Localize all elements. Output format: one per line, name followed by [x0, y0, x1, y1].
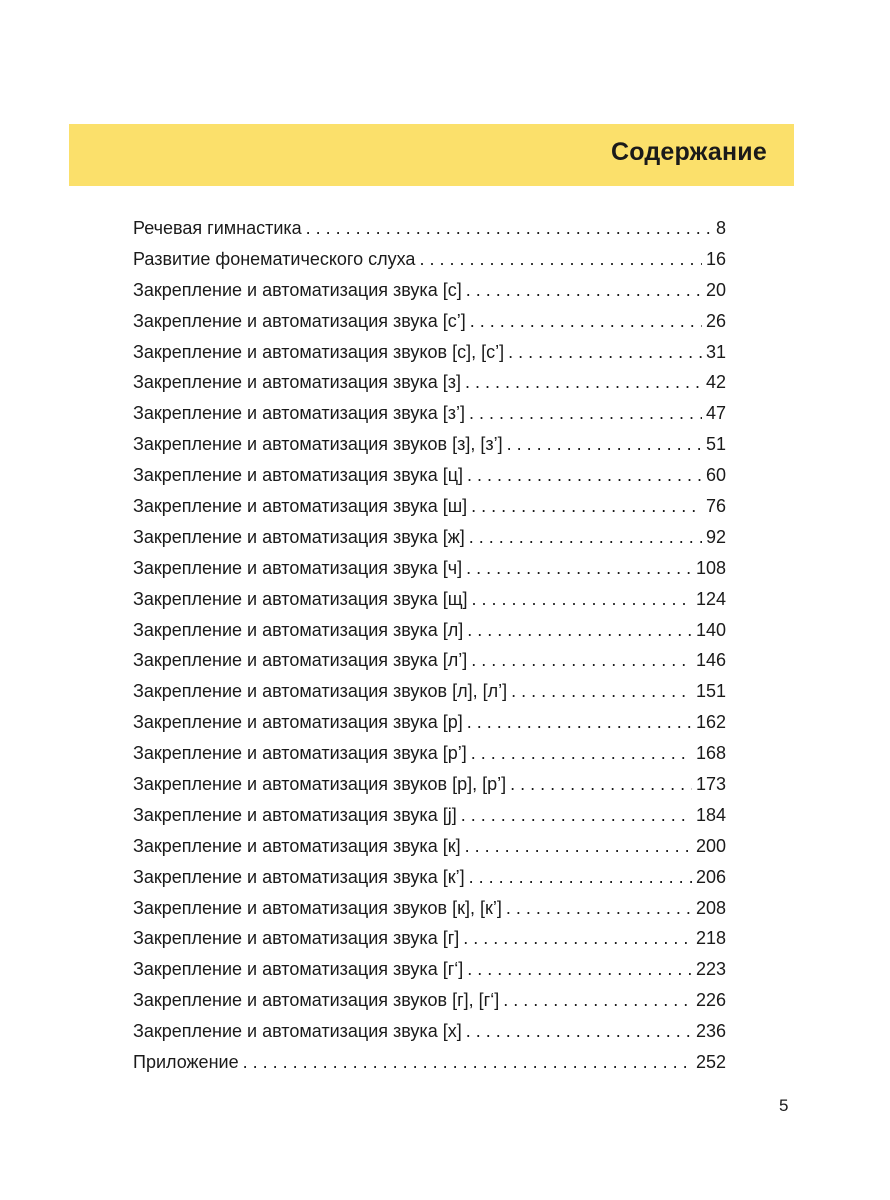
toc-entry[interactable]: [133, 398, 726, 429]
toc-entry[interactable]: [133, 337, 726, 368]
toc-entry-label: Закрепление и автоматизация звука [г]: [133, 928, 460, 949]
toc-entry-page: 42: [705, 372, 726, 393]
toc-entry-page: 26: [705, 310, 726, 331]
toc-entry-label: Закрепление и автоматизация звука [з]: [133, 372, 461, 393]
toc-entry-page: 206: [695, 866, 726, 887]
toc-entry[interactable]: [133, 429, 726, 460]
toc-entry-label: Закрепление и автоматизация звука [ц]: [133, 465, 464, 486]
toc-entry-label: Речевая гимнастика: [133, 218, 302, 238]
toc-entry[interactable]: [133, 306, 726, 337]
toc-entry-page: 146: [695, 650, 726, 671]
toc-entry-page: 208: [695, 897, 726, 918]
dot-leader: [466, 1016, 692, 1047]
toc-entry-label: Закрепление и автоматизация звуков [з], [з’]: [133, 434, 503, 455]
dot-leader: [463, 923, 692, 954]
toc-entry-label: Закрепление и автоматизация звука [р’]: [133, 743, 467, 764]
toc-entry-page: 223: [695, 959, 726, 980]
toc-entry[interactable]: [133, 985, 726, 1016]
title-band: [69, 124, 794, 186]
toc-entry-label: Закрепление и автоматизация звука [с]: [133, 279, 462, 300]
dot-leader: [472, 584, 692, 615]
toc-entry-page: 124: [695, 588, 726, 609]
dot-leader: [469, 522, 702, 553]
toc-entry-label: Закрепление и автоматизация звуков [с], [с’]: [133, 341, 505, 362]
toc-entry-page: 108: [695, 557, 726, 578]
dot-leader: [471, 645, 692, 676]
dot-leader: [466, 553, 692, 584]
dot-leader: [465, 367, 702, 398]
toc-entry[interactable]: [133, 367, 726, 398]
dot-leader: [461, 800, 692, 831]
toc-entry[interactable]: [133, 800, 726, 831]
toc-entry-label: Закрепление и автоматизация звука [с’]: [133, 310, 466, 331]
toc-entry-page: 173: [695, 774, 726, 795]
toc-entry-page: 162: [695, 712, 726, 733]
toc-entry[interactable]: [133, 769, 726, 800]
toc-entry[interactable]: [133, 893, 726, 924]
toc-entry-label: Закрепление и автоматизация звука [х]: [133, 1021, 462, 1042]
dot-leader: [471, 491, 702, 522]
toc-entry-label: Закрепление и автоматизация звука [р]: [133, 712, 463, 733]
toc-entry[interactable]: [133, 923, 726, 954]
toc-entry[interactable]: [133, 738, 726, 769]
toc-entry-label: Закрепление и автоматизация звуков [р], [р’]: [133, 774, 507, 795]
dot-leader: [467, 460, 702, 491]
toc-entry[interactable]: [133, 275, 726, 306]
toc-entry-page: 16: [705, 248, 726, 269]
toc-entry-page: 20: [705, 279, 726, 300]
toc-entry-page: 60: [705, 465, 726, 486]
toc-entry[interactable]: [133, 831, 726, 862]
toc-entry-label: Закрепление и автоматизация звука [г‘]: [133, 959, 464, 980]
toc-entry-page: 8: [715, 218, 726, 238]
toc-entry-label: Развитие фонематического слуха: [133, 248, 416, 269]
toc-entry-label: Закрепление и автоматизация звука [к’]: [133, 866, 465, 887]
toc-entry-page: 168: [695, 743, 726, 764]
page-title: Содержание: [610, 138, 767, 166]
toc-entry[interactable]: [133, 645, 726, 676]
toc-entry-page: 76: [705, 496, 726, 517]
toc-entry-page: 184: [695, 804, 726, 825]
dot-leader: [471, 738, 692, 769]
dot-leader: [503, 985, 692, 1016]
toc-entry-label: Закрепление и автоматизация звука [щ]: [133, 588, 468, 609]
table-of-contents: [133, 213, 726, 1078]
toc-entry[interactable]: [133, 553, 726, 584]
dot-leader: [511, 676, 692, 707]
toc-entry[interactable]: [133, 862, 726, 893]
toc-entry-label: Закрепление и автоматизация звуков [г], [г‘]: [133, 990, 500, 1011]
toc-entry-page: 47: [705, 403, 726, 424]
toc-entry[interactable]: [133, 491, 726, 522]
toc-entry-page: 200: [695, 835, 726, 856]
dot-leader: [470, 306, 702, 337]
toc-entry-label: Закрепление и автоматизация звука [л’]: [133, 650, 468, 671]
toc-entry[interactable]: [133, 1016, 726, 1047]
dot-leader: [465, 831, 692, 862]
toc-entry-label: Закрепление и автоматизация звука [j]: [133, 804, 457, 825]
dot-leader: [508, 337, 702, 368]
dot-leader: [469, 398, 702, 429]
toc-entry-label: Закрепление и автоматизация звука [з’]: [133, 403, 465, 424]
page-number: 5: [779, 1096, 789, 1115]
toc-entry-page: 51: [705, 434, 726, 455]
toc-entry-page: 31: [705, 341, 726, 362]
toc-entry-page: 151: [695, 681, 726, 702]
dot-leader: [469, 862, 692, 893]
toc-entry[interactable]: [133, 213, 726, 244]
toc-entry[interactable]: [133, 615, 726, 646]
toc-entry-label: Закрепление и автоматизация звука [к]: [133, 835, 461, 856]
toc-entry-label: Закрепление и автоматизация звуков [к], [к’]: [133, 897, 502, 918]
dot-leader: [507, 429, 702, 460]
dot-leader: [510, 769, 692, 800]
toc-entry-label: Закрепление и автоматизация звука [ж]: [133, 526, 465, 547]
toc-entry-label: Закрепление и автоматизация звука [ш]: [133, 496, 468, 517]
dot-leader: [419, 244, 702, 275]
toc-entry-page: 252: [695, 1052, 726, 1073]
toc-entry-page: 92: [705, 526, 726, 547]
dot-leader: [467, 954, 692, 985]
toc-entry-page: 140: [695, 619, 726, 640]
toc-entry-label: Приложение: [133, 1052, 239, 1073]
toc-entry-page: 236: [695, 1021, 726, 1042]
toc-entry-label: Закрепление и автоматизация звука [ч]: [133, 557, 463, 578]
toc-entry-label: Закрепление и автоматизация звуков [л], [л’]: [133, 681, 508, 702]
toc-entry[interactable]: [133, 522, 726, 553]
toc-entry-page: 226: [695, 990, 726, 1011]
toc-entry-page: 218: [695, 928, 726, 949]
dot-leader: [306, 213, 712, 244]
dot-leader: [243, 1047, 692, 1078]
toc-entry[interactable]: [133, 244, 726, 275]
toc-entry[interactable]: [133, 1047, 726, 1078]
toc-entry[interactable]: [133, 954, 726, 985]
toc-entry[interactable]: [133, 584, 726, 615]
dot-leader: [466, 275, 702, 306]
dot-leader: [506, 893, 692, 924]
toc-entry[interactable]: [133, 676, 726, 707]
toc-entry-label: Закрепление и автоматизация звука [л]: [133, 619, 464, 640]
toc-entry[interactable]: [133, 707, 726, 738]
dot-leader: [467, 615, 692, 646]
dot-leader: [467, 707, 692, 738]
toc-entry[interactable]: [133, 460, 726, 491]
